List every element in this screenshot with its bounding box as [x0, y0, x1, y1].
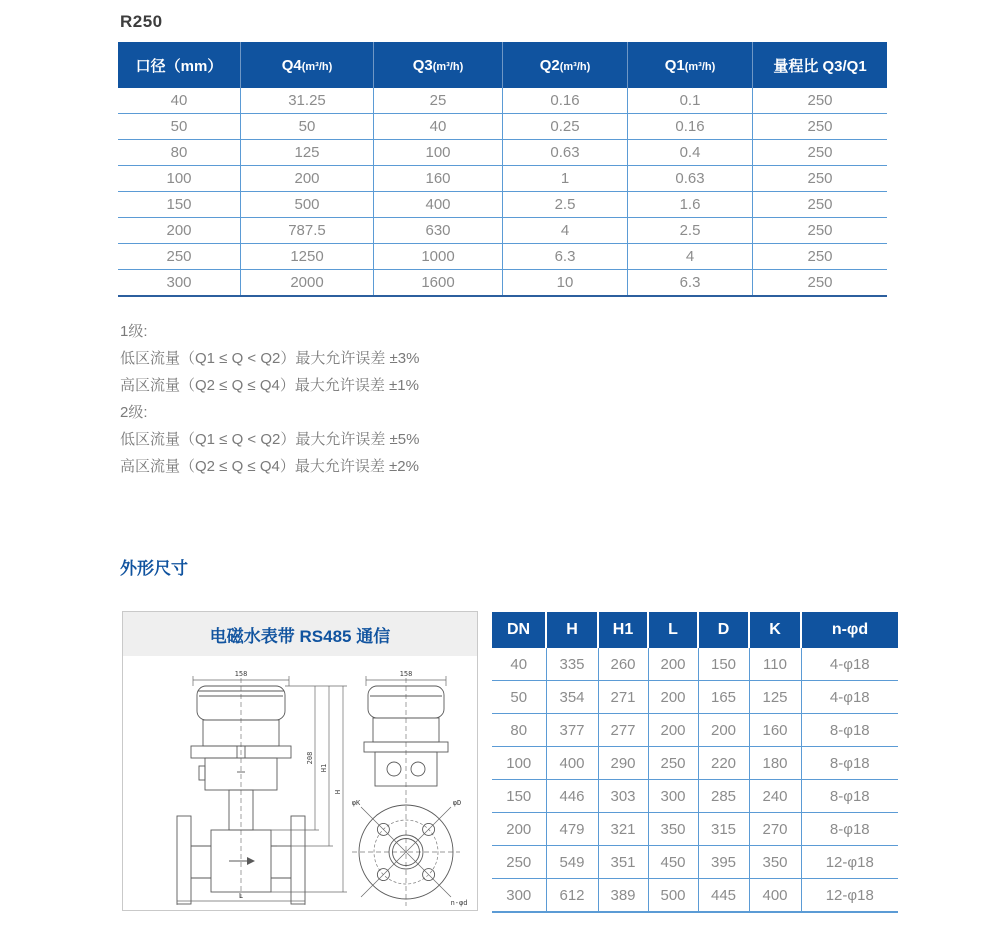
table-cell: 250 [753, 88, 888, 114]
table-row [492, 813, 898, 846]
table-cell: 400 [374, 192, 503, 218]
table-row [492, 747, 898, 780]
column-header: Q1(m³/h) [628, 42, 753, 88]
table-cell: 31.25 [241, 88, 374, 114]
table-cell: 0.4 [628, 140, 753, 166]
table-cell: 165 [698, 681, 749, 714]
table-cell: 80 [118, 140, 241, 166]
table-cell: 787.5 [241, 218, 374, 244]
table-cell: 6.3 [503, 244, 628, 270]
column-header: K [749, 612, 801, 648]
table-row [492, 879, 898, 913]
table-cell: 125 [241, 140, 374, 166]
table-cell: 395 [698, 846, 749, 879]
table-cell: 400 [546, 747, 598, 780]
table-cell: 250 [753, 192, 888, 218]
table-cell: 303 [598, 780, 648, 813]
table-cell: 250 [753, 244, 888, 270]
table-row [118, 192, 887, 218]
side-view [177, 670, 347, 905]
table-cell: 8-φ18 [801, 714, 898, 747]
column-header: n-φd [801, 612, 898, 648]
table-cell: 100 [374, 140, 503, 166]
table-cell: 50 [118, 114, 241, 140]
table-cell: 0.63 [503, 140, 628, 166]
table-cell: 4-φ18 [801, 681, 898, 714]
table-cell: 12-φ18 [801, 846, 898, 879]
dimension-label-bolt-spec: n-φd [450, 899, 468, 907]
dimension-table-section [492, 612, 898, 913]
column-header: 量程比 Q3/Q1 [753, 42, 888, 88]
table-cell: 100 [492, 747, 546, 780]
table-cell: 25 [374, 88, 503, 114]
table-cell: 300 [492, 879, 546, 913]
table-cell: 350 [648, 813, 698, 846]
table-cell: 2000 [241, 270, 374, 297]
table-cell: 479 [546, 813, 598, 846]
table-cell: 200 [118, 218, 241, 244]
table-row [118, 140, 887, 166]
table-cell: 446 [546, 780, 598, 813]
column-header: DN [492, 612, 546, 648]
table-cell: 377 [546, 714, 598, 747]
table-cell: 321 [598, 813, 648, 846]
table-cell: 450 [648, 846, 698, 879]
table-cell: 250 [753, 166, 888, 192]
table-cell: 125 [749, 681, 801, 714]
table-cell: 4 [503, 218, 628, 244]
dimension-label-h1: H1 [320, 763, 328, 773]
table-cell: 445 [698, 879, 749, 913]
table-cell: 351 [598, 846, 648, 879]
dimension-table-header-row [492, 612, 898, 648]
table-cell: 300 [648, 780, 698, 813]
table-row [492, 648, 898, 681]
table-cell: 6.3 [628, 270, 753, 297]
table-cell: 500 [648, 879, 698, 913]
dimension-label-head-height: 208 [306, 751, 314, 765]
column-header: L [648, 612, 698, 648]
note-line-class2: 2级: [120, 404, 148, 421]
flow-rate-table [118, 42, 887, 297]
note-line-class1-high: 高区流量（Q2 ≤ Q ≤ Q4）最大允许误差 ±1% [120, 377, 419, 394]
table-cell: 0.63 [628, 166, 753, 192]
table-row [492, 846, 898, 879]
table-cell: 400 [749, 879, 801, 913]
dimension-table [492, 612, 898, 913]
table-row [118, 166, 887, 192]
column-header: Q4(m³/h) [241, 42, 374, 88]
dimension-label-h: H [334, 789, 342, 795]
table-cell: 0.25 [503, 114, 628, 140]
table-cell: 630 [374, 218, 503, 244]
table-cell: 40 [374, 114, 503, 140]
dimension-label-width-left: 158 [234, 670, 248, 678]
flow-table-header-row [118, 42, 887, 88]
table-cell: 0.16 [503, 88, 628, 114]
table-cell: 290 [598, 747, 648, 780]
column-header: D [698, 612, 749, 648]
table-row [118, 270, 887, 297]
table-cell: 549 [546, 846, 598, 879]
table-cell: 1000 [374, 244, 503, 270]
table-row [492, 780, 898, 813]
diagram-title-band [123, 612, 477, 656]
table-cell: 250 [118, 244, 241, 270]
table-cell: 4-φ18 [801, 648, 898, 681]
dimension-label-flange-od: φD [452, 799, 462, 807]
table-cell: 150 [492, 780, 546, 813]
table-cell: 150 [698, 648, 749, 681]
table-cell: 8-φ18 [801, 813, 898, 846]
table-row [118, 114, 887, 140]
column-header: Q2(m³/h) [503, 42, 628, 88]
table-cell: 10 [503, 270, 628, 297]
diagram-title: 电磁水表带 RS485 通信 [209, 626, 391, 646]
table-cell: 200 [648, 714, 698, 747]
table-cell: 40 [118, 88, 241, 114]
dimensions-heading: 外形尺寸 [120, 559, 188, 578]
table-cell: 300 [118, 270, 241, 297]
table-row [118, 88, 887, 114]
table-cell: 250 [492, 846, 546, 879]
table-cell: 12-φ18 [801, 879, 898, 913]
table-cell: 50 [241, 114, 374, 140]
table-cell: 1.6 [628, 192, 753, 218]
table-cell: 335 [546, 648, 598, 681]
table-cell: 200 [241, 166, 374, 192]
dimension-label-bolt-circle: φK [351, 799, 361, 807]
table-cell: 50 [492, 681, 546, 714]
table-row [118, 218, 887, 244]
column-header: Q3(m³/h) [374, 42, 503, 88]
table-cell: 200 [492, 813, 546, 846]
table-cell: 0.16 [628, 114, 753, 140]
table-row [492, 681, 898, 714]
table-cell: 150 [118, 192, 241, 218]
table-cell: 160 [749, 714, 801, 747]
table-cell: 2.5 [503, 192, 628, 218]
table-cell: 200 [698, 714, 749, 747]
column-header: 口径（mm） [118, 42, 241, 88]
table-cell: 277 [598, 714, 648, 747]
table-cell: 100 [118, 166, 241, 192]
table-cell: 350 [749, 846, 801, 879]
table-cell: 1 [503, 166, 628, 192]
table-cell: 220 [698, 747, 749, 780]
diagram-panel [122, 611, 478, 911]
table-cell: 250 [753, 218, 888, 244]
column-header: H [546, 612, 598, 648]
table-cell: 271 [598, 681, 648, 714]
table-row [118, 244, 887, 270]
table-cell: 250 [753, 140, 888, 166]
table-cell: 260 [598, 648, 648, 681]
table-cell: 80 [492, 714, 546, 747]
note-line-class1: 1级: [120, 323, 148, 340]
table-cell: 40 [492, 648, 546, 681]
table-cell: 8-φ18 [801, 780, 898, 813]
table-cell: 110 [749, 648, 801, 681]
note-line-class2-high: 高区流量（Q2 ≤ Q ≤ Q4）最大允许误差 ±2% [120, 458, 419, 475]
table-cell: 250 [753, 270, 888, 297]
technical-drawing [123, 656, 477, 910]
accuracy-notes [120, 318, 419, 480]
cable-gland-icon [387, 762, 401, 776]
front-view [352, 670, 468, 907]
table-cell: 270 [749, 813, 801, 846]
table-cell: 200 [648, 648, 698, 681]
table-cell: 4 [628, 244, 753, 270]
note-line-class1-low: 低区流量（Q1 ≤ Q < Q2）最大允许误差 ±3% [120, 350, 420, 367]
table-cell: 389 [598, 879, 648, 913]
dimension-label-width-right: 158 [399, 670, 413, 678]
table-cell: 180 [749, 747, 801, 780]
table-cell: 0.1 [628, 88, 753, 114]
table-cell: 160 [374, 166, 503, 192]
table-cell: 1250 [241, 244, 374, 270]
table-cell: 250 [753, 114, 888, 140]
table-cell: 500 [241, 192, 374, 218]
dimension-label-length: L [238, 892, 244, 900]
table-cell: 8-φ18 [801, 747, 898, 780]
flow-rate-table-section [118, 42, 887, 297]
model-title: R250 [120, 12, 163, 31]
table-cell: 240 [749, 780, 801, 813]
note-line-class2-low: 低区流量（Q1 ≤ Q < Q2）最大允许误差 ±5% [120, 431, 420, 448]
column-header: H1 [598, 612, 648, 648]
table-cell: 2.5 [628, 218, 753, 244]
cable-gland-icon [411, 762, 425, 776]
table-cell: 612 [546, 879, 598, 913]
table-cell: 250 [648, 747, 698, 780]
table-cell: 315 [698, 813, 749, 846]
table-row [492, 714, 898, 747]
table-cell: 285 [698, 780, 749, 813]
table-cell: 200 [648, 681, 698, 714]
table-cell: 354 [546, 681, 598, 714]
table-cell: 1600 [374, 270, 503, 297]
